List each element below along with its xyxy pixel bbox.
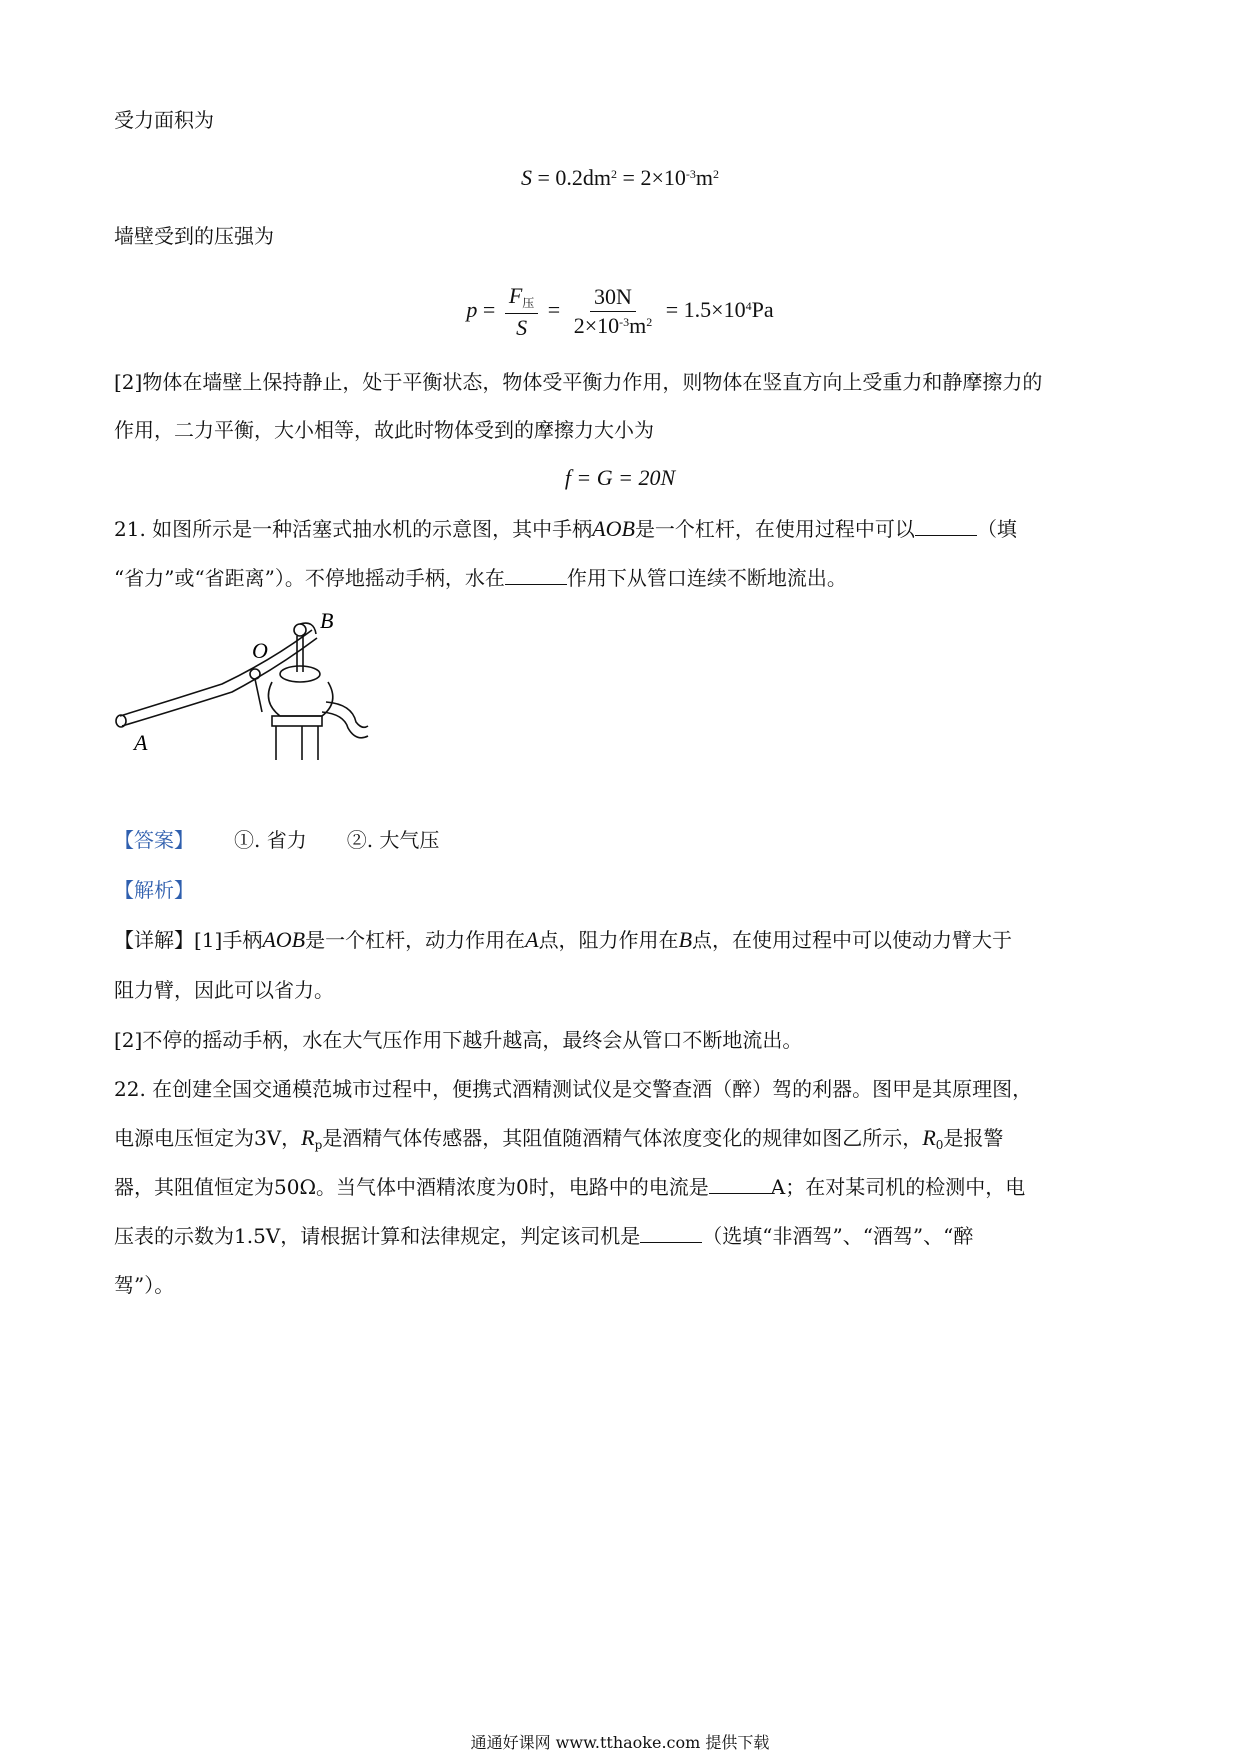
q21-blank-2[interactable] <box>505 566 567 585</box>
collar <box>272 716 322 726</box>
p-num-var: F <box>508 282 523 308</box>
answer-tag: 【答案】 <box>114 828 194 852</box>
pivot-o <box>250 669 260 679</box>
label-a: A <box>134 730 148 755</box>
p-result: = 1.5×10 <box>665 297 746 322</box>
q22-text-f: 压表的示数为1.5V，请根据计算和法律规定，判定该司机是 <box>114 1224 641 1248</box>
p-den-var: S <box>516 314 528 340</box>
label-b: B <box>320 612 334 633</box>
q21-text-e: 作用下从管口连续不断地流出。 <box>566 566 847 590</box>
q21-text-b: 是一个杠杆，在使用过程中可以 <box>634 517 915 541</box>
p-result-unit: Pa <box>751 297 774 322</box>
fraction-f-over-s <box>505 284 538 340</box>
area-eq-unit-sup: 2 <box>712 167 719 181</box>
q21-line-1 <box>114 517 1017 541</box>
handle-upper-edge <box>120 630 312 716</box>
q22-var-rp: R <box>301 1125 315 1150</box>
q21-text-a: 21. 如图所示是一种活塞式抽水机的示意图，其中手柄 <box>114 517 593 541</box>
pump-figure <box>112 612 412 762</box>
q22-text-g: （选填“非酒驾”、“酒驾”、“醉 <box>702 1224 974 1248</box>
friction-equation: f = G = 20N <box>564 465 676 490</box>
area-eq-rhs: = 2×10 <box>617 165 686 190</box>
area-equation <box>0 166 1240 190</box>
cylinder-body <box>268 682 332 716</box>
handle-end <box>116 715 126 727</box>
fraction-values <box>570 285 657 338</box>
pressure-intro: 墙壁受到的压强为 <box>114 224 274 248</box>
q22-text-c: 是报警 <box>943 1126 1004 1150</box>
p-num-sub: 压 <box>522 295 535 310</box>
q22-line-3 <box>114 1175 1025 1199</box>
q21-blank-1[interactable] <box>915 517 977 536</box>
p-den2-sup: -3 <box>619 315 630 330</box>
p-lhs: p <box>466 297 478 322</box>
page-footer: 通通好课网 www.tthaoke.com 提供下载 <box>470 1733 770 1752</box>
q22-text-a: 电源电压恒定为3V， <box>114 1126 302 1150</box>
detail-1d: 点，在使用过程中可以使动力臂大于 <box>692 928 1013 952</box>
q21-answer <box>114 828 439 852</box>
spout-lower <box>322 712 368 738</box>
area-eq-mid-sup: 2 <box>611 167 618 181</box>
q22-var-rp-sub: p <box>314 1138 323 1152</box>
q22-text-e: A；在对某司机的检测中，电 <box>770 1175 1026 1199</box>
detail-1a: [1]手柄 <box>194 928 263 952</box>
p-result-sup: 4 <box>745 299 752 313</box>
q22-text-b: 是酒精气体传感器，其阻值随酒精气体浓度变化的规律如图乙所示， <box>322 1126 923 1150</box>
pivot-support <box>255 679 262 712</box>
detail-1b: 是一个杠杆，动力作用在 <box>305 928 526 952</box>
q22-var-r0: R <box>922 1125 936 1150</box>
friction-line-1: [2]物体在墙壁上保持静止，处于平衡状态，物体受平衡力作用，则物体在竖直方向上受重力和静摩擦力的 <box>114 370 1043 394</box>
q21-detail-1 <box>114 928 1012 952</box>
answer-2: ②. 大气压 <box>346 828 440 852</box>
q21-var-aob: AOB <box>592 516 635 541</box>
p-den2-unit: m <box>629 313 647 339</box>
p-den2-unit-sup: 2 <box>646 315 653 330</box>
detail-1c: 点，阻力作用在 <box>538 928 679 952</box>
q21-line-2 <box>114 566 847 590</box>
area-eq-mid: = 0.2dm <box>532 165 612 190</box>
detail-1var: AOB <box>262 927 306 952</box>
pressure-equation: p = $\frac{\text{F压}}{S}$ = $\frac{30N}{2\times 10^{-3}m^2}$ = $1.5\times 10^4Pa$ <box>466 282 774 340</box>
handle-lower-edge <box>122 638 317 726</box>
q21-detail-2: 阻力臂，因此可以省力。 <box>114 978 334 1002</box>
q22-var-r0-sub: 0 <box>935 1138 944 1152</box>
pivot-b <box>294 624 306 636</box>
area-eq-unit: m <box>695 165 713 190</box>
q22-blank-1[interactable] <box>709 1175 771 1194</box>
area-intro: 受力面积为 <box>114 108 214 132</box>
detail-1A: A <box>525 927 539 952</box>
label-o: O <box>252 638 268 663</box>
answer-1: ①. 省力 <box>234 828 307 852</box>
analysis-tag: 【解析】 <box>114 878 194 902</box>
detail-1B: B <box>678 927 693 952</box>
q22-blank-2[interactable] <box>640 1224 702 1243</box>
q22-line-5: 驾”）。 <box>114 1273 175 1297</box>
q21-text-d: “省力”或“省距离”）。不停地摇动手柄，水在 <box>114 566 505 590</box>
q21-text-c: （填 <box>976 517 1017 541</box>
q22-line-1: 22. 在创建全国交通模范城市过程中，便携式酒精测试仪是交警查酒（醉）驾的利器。图甲是其原理图， <box>114 1077 1033 1101</box>
q22-text-d: 器，其阻值恒定为50Ω。当气体中酒精浓度为0时，电路中的电流是 <box>114 1175 709 1199</box>
p-den2: 2×10 <box>573 313 620 339</box>
friction-line-2: 作用，二力平衡，大小相等，故此时物体受到的摩擦力大小为 <box>114 418 654 442</box>
area-eq-rhs-sup: -3 <box>685 167 696 181</box>
area-eq-s: S <box>521 165 532 190</box>
detail-tag: 【详解】 <box>114 928 194 952</box>
q21-detail-3: [2]不停的摇动手柄，水在大气压作用下越升越高，最终会从管口不断地流出。 <box>114 1028 803 1052</box>
q22-line-4 <box>114 1224 973 1248</box>
p-num2: 30N <box>590 285 636 312</box>
cylinder-top <box>280 666 320 682</box>
q22-line-2 <box>114 1126 1003 1153</box>
